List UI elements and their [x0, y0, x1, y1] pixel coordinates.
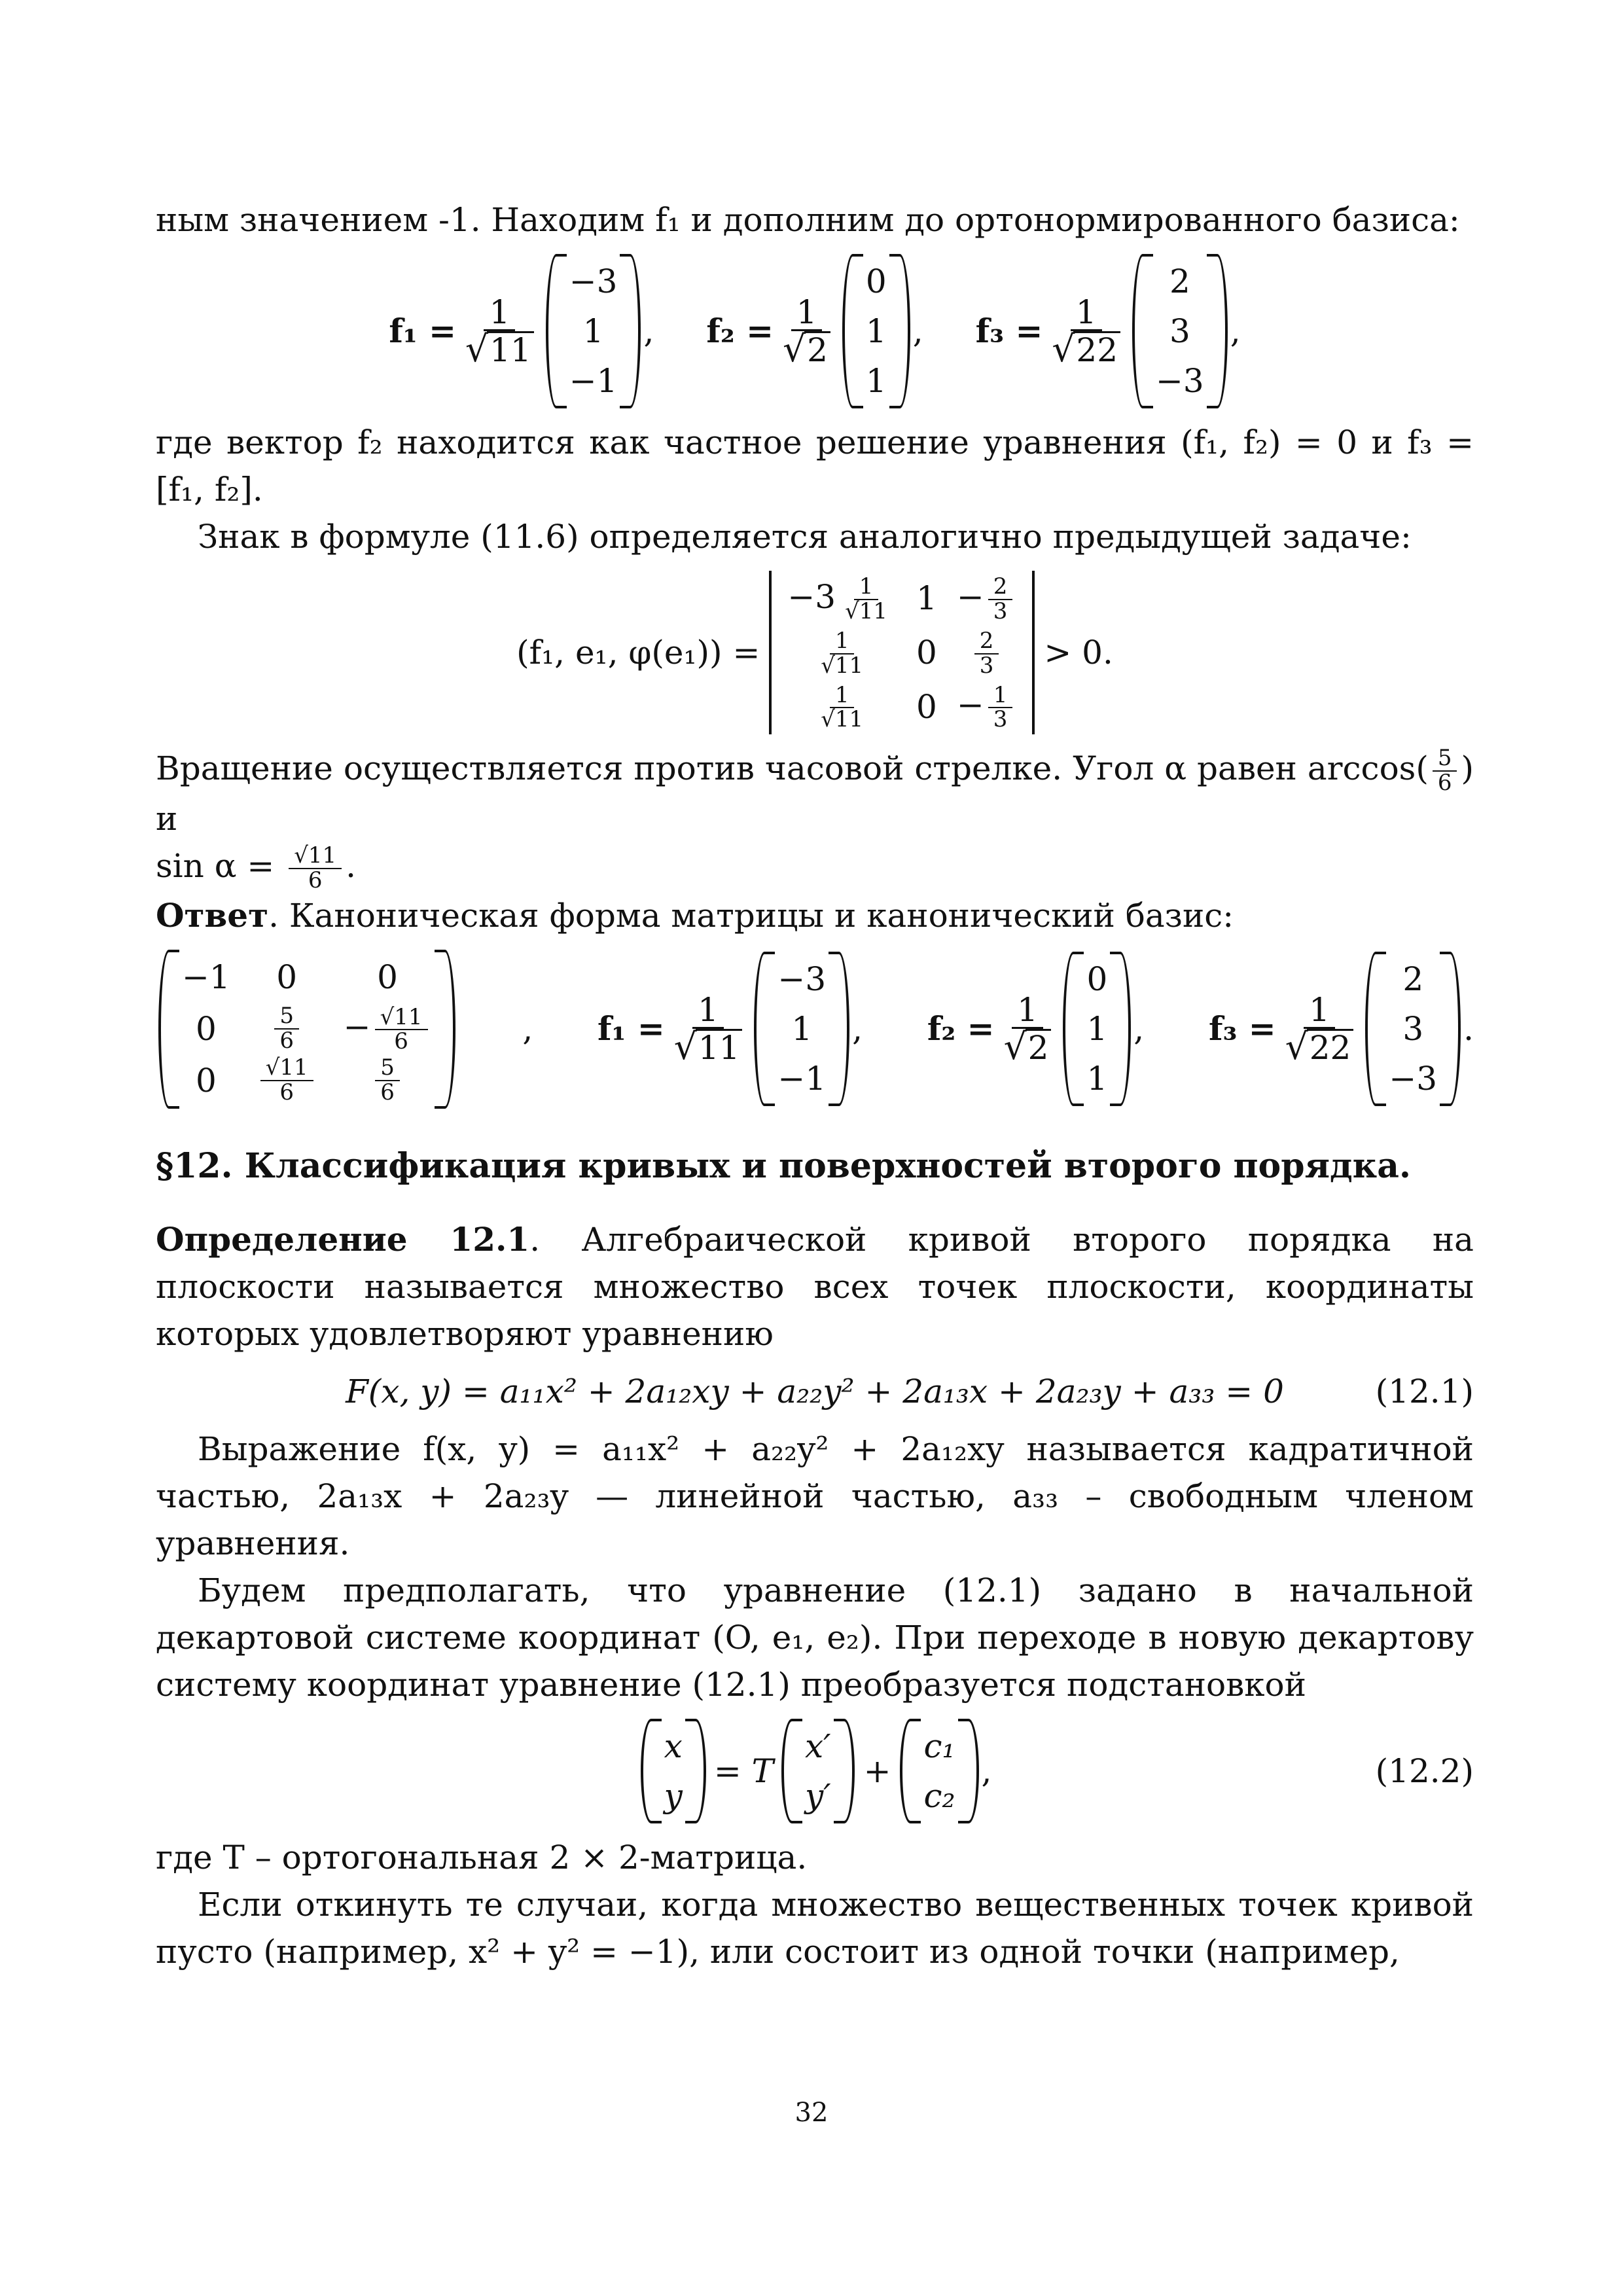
frac-num: 1: [791, 295, 823, 332]
minus-three: −3: [787, 578, 836, 616]
sqrt-sign: √: [673, 1026, 697, 1068]
comma: ,: [643, 312, 654, 350]
frac-num: 1: [830, 684, 855, 709]
f3-label: f₃ =: [1208, 1009, 1276, 1049]
answer-paragraph: [156, 892, 1474, 939]
paragraph-9: Если откинуть те случаи, когда множество вещественных точек кривой пусто (например, x² + y² = −1), или состоит из одной точки (например,: [156, 1885, 1474, 1971]
left-paren: [158, 950, 179, 1108]
paragraph-7: Будем предполагать, что уравнение (12.1) задано в начальной декартовой системе координат (O, e₁, e₂). При переходе в новую декартову систему координат уравнение (12.1) преобразуется подстановкой: [156, 1571, 1474, 1704]
left-paren: [781, 1719, 802, 1823]
paragraph-6: Выражение f(x, y) = a₁₁x² + a₂₂y² + 2a₁₂xy называется кадратичной частью, 2a₁₃x + 2a₂₃y — линейной частью, a₃₃ – свободным членом уравнения.: [156, 1429, 1474, 1562]
frac-den: 6: [1437, 770, 1452, 797]
definition-paragraph: [156, 1216, 1474, 1357]
cell: 2: [1402, 960, 1424, 999]
frac-den: 6: [308, 867, 323, 893]
cell-r1c1: −1: [182, 958, 230, 997]
canonical-matrix: [158, 950, 455, 1108]
right-paren: [1110, 952, 1131, 1106]
sqrt-sign: √: [465, 328, 489, 370]
vector-cells: [802, 1719, 834, 1823]
frac-den: 3: [979, 652, 994, 679]
rotation-text-end: ) и: [156, 749, 1474, 838]
left-paren: [1132, 254, 1153, 408]
matrix-cells: [772, 571, 1032, 734]
frac-num: 2: [988, 575, 1013, 600]
equation-12-2: [156, 1719, 1474, 1823]
frac-num: 5: [375, 1056, 400, 1081]
paragraph-2: где вектор f₂ находится как частное решение уравнения (f₁, f₂) = 0 и f₃ = [f₁, f₂].: [156, 423, 1474, 509]
sqrt: [1003, 1026, 1052, 1068]
frac-den: [999, 1026, 1057, 1068]
equation-12-1-body: F(x, y) = a₁₁x² + 2a₁₂xy + a₂₂y² + 2a₁₃x + 2a₂₃y + a₃₃ = 0: [346, 1372, 1284, 1410]
equation-number-12-2: (12.2): [1375, 1751, 1474, 1790]
frac-1-sqrt22: [1046, 295, 1126, 368]
equation-number-12-1: (12.1): [1375, 1372, 1474, 1410]
right-paren: [1440, 952, 1461, 1106]
right-bar: [1032, 571, 1035, 734]
cell-r1c2: 0: [276, 958, 298, 997]
vector-f1: [754, 952, 849, 1106]
frac: [840, 575, 893, 623]
vector-f3: [1365, 952, 1461, 1106]
cell: x′: [804, 1727, 831, 1765]
sqrt: [673, 1026, 743, 1068]
comma: ,: [912, 312, 923, 350]
cell-r1c2: 1: [916, 579, 937, 618]
cell: −3: [777, 960, 827, 999]
frac-den: [777, 328, 836, 370]
frac-num: √11: [260, 1056, 313, 1081]
definition-text: . Алгебраической кривой второго порядка на плоскости называется множество всех точек плоскости, координаты которых удовлетворяют уравнению: [156, 1220, 1474, 1353]
cell: 0: [1086, 960, 1108, 999]
cell: −3: [1389, 1060, 1438, 1098]
vector-cells: [921, 1719, 957, 1823]
cell: c₂: [923, 1776, 955, 1815]
page-number: 32: [794, 2098, 829, 2128]
cell: 3: [1402, 1010, 1424, 1049]
sqrt: [1052, 328, 1120, 370]
frac-5-6: [1433, 747, 1457, 795]
comma: ,: [852, 1010, 863, 1049]
frac: [988, 575, 1013, 623]
rotation-text: Вращение осуществляется против часовой стрелке. Угол α равен arccos(: [156, 749, 1429, 788]
frac-den: [460, 328, 539, 370]
f3-label: f₃ =: [975, 312, 1043, 350]
vector-f1: [546, 254, 641, 408]
vector-f2: [842, 254, 910, 408]
cell-r1c3: [957, 573, 1017, 624]
cell: 1: [1086, 1010, 1108, 1049]
sqrt-arg: 22: [1073, 331, 1120, 368]
frac-den: √11: [821, 652, 864, 679]
cell: 1: [865, 312, 887, 350]
left-paren: [900, 1719, 921, 1823]
sqrt-sign: √: [1003, 1026, 1027, 1068]
frac-den: 6: [279, 1027, 294, 1054]
frac-num: 1: [1304, 993, 1335, 1030]
section-title: §12. Классификация кривых и поверхностей второго порядка.: [156, 1145, 1412, 1186]
cell: 1: [791, 1010, 813, 1049]
canon-f3: [1209, 952, 1474, 1106]
paragraph-8: где T – ортогональная 2 × 2-матрица.: [156, 1838, 808, 1876]
equation-canonical-form: [156, 950, 1474, 1108]
vector-cells: [567, 254, 620, 408]
cell-r2c3: [344, 1003, 432, 1054]
frac-den: √11: [845, 598, 887, 624]
right-paren: [889, 254, 910, 408]
f1-label: f₁ =: [597, 1009, 665, 1049]
sqrt-arg: 2: [1026, 1029, 1052, 1066]
frac-num: 1: [1071, 295, 1102, 332]
frac-num: 1: [854, 575, 879, 600]
left-paren: [842, 254, 863, 408]
cell: 1: [865, 362, 887, 400]
sqrt: [465, 328, 534, 370]
right-paren: [435, 950, 455, 1108]
f2-label: f₂ =: [927, 1009, 995, 1049]
canon-f1: [597, 952, 863, 1106]
sin-alpha: sin α =: [156, 846, 275, 885]
sqrt: [1285, 1026, 1354, 1068]
cell: 2: [1169, 262, 1190, 300]
canon-f2: [927, 952, 1144, 1106]
det-rhs: > 0.: [1044, 634, 1113, 672]
frac-num: 5: [1433, 747, 1457, 772]
comma: ,: [981, 1751, 992, 1790]
cell-r2c2: [274, 1005, 299, 1052]
frac-num: 5: [274, 1005, 299, 1030]
left-paren: [754, 952, 775, 1106]
sqrt: [783, 328, 830, 370]
frac-1-sqrt2: [777, 295, 836, 368]
frac-den: 3: [993, 598, 1008, 624]
frac-num: 1: [830, 630, 855, 655]
cell: 1: [1086, 1060, 1108, 1098]
vector-cells: [775, 952, 829, 1106]
paragraph-1: ным значением -1. Находим f₁ и дополним до ортонормированного базиса:: [156, 201, 1460, 239]
cell-r3c3: [957, 681, 1017, 732]
cell: 1: [582, 312, 604, 350]
minus-sign: −: [343, 1008, 371, 1047]
vector-f2: [1063, 952, 1131, 1106]
sqrt-sign: √: [1285, 1026, 1308, 1068]
frac: [815, 681, 868, 733]
frac-den: 6: [279, 1079, 294, 1105]
right-paren: [958, 1719, 979, 1823]
paragraph-3: Знак в формуле (11.6) определяется аналогично предыдущей задаче:: [198, 518, 1412, 556]
cell-r2c2: 0: [916, 634, 937, 672]
paragraph-5: [156, 842, 1474, 893]
frac: [375, 1003, 428, 1055]
minus-sign: −: [956, 686, 984, 725]
cell: y′: [804, 1776, 831, 1815]
frac-den: [669, 1026, 748, 1068]
cell-r1c1: [787, 573, 897, 624]
frac-sqrt11-6: [289, 844, 342, 892]
vector-cells: [1386, 952, 1440, 1106]
equals-T: = T: [713, 1751, 774, 1790]
cell: −1: [569, 362, 618, 400]
frac-den: 6: [380, 1079, 395, 1105]
plus-sign: +: [863, 1751, 891, 1790]
vector-xy-prime: [781, 1719, 855, 1823]
frac-1-sqrt11: [460, 295, 539, 368]
comma: ,: [522, 1010, 533, 1049]
paragraph-4: [156, 745, 1474, 842]
definition-label: Определение 12.1: [156, 1219, 530, 1259]
page-content: [156, 196, 1474, 1975]
frac-1-sqrt11: [669, 990, 748, 1068]
sqrt-arg: 11: [696, 1029, 743, 1066]
right-paren: [620, 254, 641, 408]
period: .: [1463, 1010, 1474, 1049]
left-paren: [1063, 952, 1084, 1106]
cell: 3: [1169, 312, 1190, 350]
cell: 0: [865, 262, 887, 300]
frac: [974, 630, 999, 677]
frac-num: 1: [692, 993, 724, 1030]
right-paren: [1207, 254, 1228, 408]
answer-text: . Каноническая форма матрицы и канонический базис:: [268, 897, 1234, 935]
minus-sign: −: [956, 578, 984, 616]
frac-num: √11: [289, 844, 342, 869]
left-paren: [1365, 952, 1386, 1106]
sqrt-sign: √: [1052, 328, 1075, 370]
cell: x: [664, 1727, 683, 1765]
frac-1-sqrt2: [999, 990, 1057, 1068]
right-paren: [685, 1719, 706, 1823]
frac-den: [1046, 328, 1126, 370]
sqrt-sign: √: [783, 328, 806, 370]
cell: −1: [777, 1060, 827, 1098]
answer-label: Ответ: [156, 896, 269, 935]
comma: ,: [1230, 312, 1241, 350]
frac-num: 1: [484, 295, 515, 332]
equation-12-1: [156, 1368, 1474, 1415]
matrix-cells: [179, 950, 435, 1108]
equation-basis-vectors: [156, 254, 1474, 408]
cell-r2c1: [812, 628, 872, 678]
determinant-matrix: [769, 571, 1035, 734]
cell-r2c1: 0: [195, 1009, 217, 1048]
cell-r1c3: 0: [377, 958, 398, 997]
cell: −3: [569, 262, 618, 300]
vector-cells: [1084, 952, 1110, 1106]
sqrt-arg: 11: [487, 331, 534, 368]
cell-r2c3: [971, 628, 1003, 678]
f1-label: f₁ =: [389, 312, 457, 350]
cell-r3c2: 0: [916, 687, 937, 726]
vector-c: [900, 1719, 978, 1823]
cell-r3c3: [375, 1056, 400, 1104]
left-paren: [641, 1719, 662, 1823]
frac-num: √11: [375, 1006, 428, 1031]
equation-determinant: [156, 571, 1474, 734]
right-paren: [829, 952, 849, 1106]
frac-num: 1: [1012, 993, 1043, 1030]
frac: [988, 681, 1013, 733]
sqrt-arg: 22: [1307, 1029, 1354, 1066]
frac: [815, 630, 868, 677]
vector-cells: [1153, 254, 1207, 408]
cell: −3: [1156, 362, 1204, 400]
vector-cells: [662, 1719, 685, 1823]
vector-cells: [863, 254, 889, 408]
det-lhs: (f₁, e₁, φ(e₁)) =: [516, 634, 760, 672]
cell: c₁: [923, 1727, 955, 1765]
frac-den: [1280, 1026, 1359, 1068]
frac-num: 1: [988, 684, 1013, 709]
period: .: [346, 846, 357, 885]
frac-den: √11: [821, 706, 864, 733]
vector-xy: [641, 1719, 706, 1823]
frac-num: 2: [974, 630, 999, 655]
cell-r3c1: 0: [195, 1061, 217, 1100]
cell-r3c2: [260, 1056, 313, 1104]
f2-label: f₂ =: [706, 312, 774, 350]
comma: ,: [1133, 1010, 1145, 1049]
right-paren: [834, 1719, 855, 1823]
left-paren: [546, 254, 567, 408]
cell-r3c1: [812, 681, 872, 732]
cell: y: [664, 1776, 683, 1815]
frac-1-sqrt22: [1280, 990, 1359, 1068]
frac-den: 3: [993, 706, 1008, 733]
frac-den: 6: [394, 1028, 408, 1055]
sqrt-arg: 2: [804, 331, 830, 368]
vector-f3: [1132, 254, 1228, 408]
